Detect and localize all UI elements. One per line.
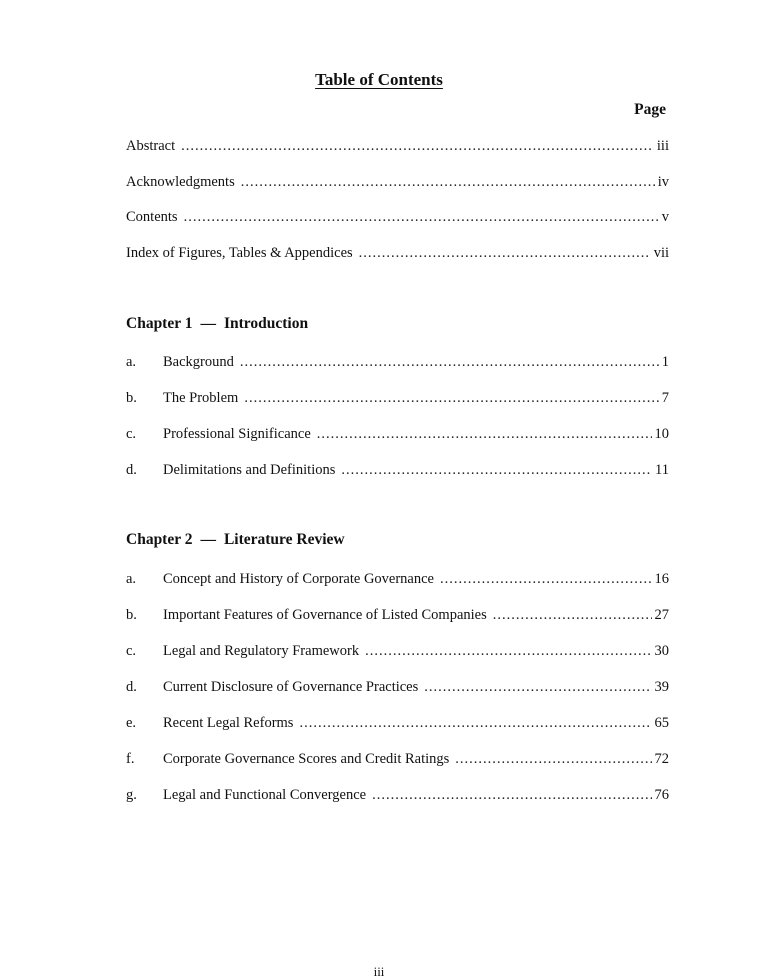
toc-entry-index[interactable] — [126, 244, 669, 262]
toc-entry[interactable] — [126, 570, 669, 588]
dot-leader — [372, 786, 651, 804]
dot-leader — [365, 642, 651, 660]
toc-entry[interactable] — [126, 425, 669, 443]
entry-letter: b. — [126, 607, 137, 623]
chapter-dash: — — [200, 315, 216, 332]
dot-leader — [240, 353, 659, 371]
dot-leader — [455, 750, 651, 768]
entry-letter: a. — [126, 354, 137, 370]
toc-entry[interactable] — [126, 461, 669, 479]
entry-label: Current Disclosure of Governance Practices — [163, 679, 419, 695]
entry-label: Legal and Functional Convergence — [163, 787, 367, 803]
dot-leader — [317, 425, 652, 443]
dot-leader — [299, 714, 651, 732]
entry-page-number: 39 — [654, 679, 669, 695]
entry-page-number: 1 — [661, 354, 669, 370]
entry-letter: b. — [126, 390, 137, 406]
entry-label: Abstract — [126, 138, 176, 154]
entry-page-number: 27 — [654, 607, 669, 623]
entry-letter: c. — [126, 426, 137, 442]
entry-letter: e. — [126, 715, 137, 731]
entry-page-number: iv — [657, 174, 669, 190]
chapter-dash: — — [200, 531, 216, 548]
entry-label: Legal and Regulatory Framework — [163, 643, 360, 659]
toc-entry[interactable] — [126, 750, 669, 768]
chapter-heading — [126, 531, 345, 549]
entry-label: Contents — [126, 209, 178, 225]
dot-leader — [440, 570, 652, 588]
entry-page-number: vii — [653, 245, 669, 261]
entry-page-number: 76 — [654, 787, 669, 803]
entry-label: Professional Significance — [163, 426, 311, 442]
entry-page-number: 30 — [654, 643, 669, 659]
entry-letter: a. — [126, 571, 137, 587]
toc-title: Table of Contents — [315, 70, 443, 89]
entry-label: Index of Figures, Tables & Appendices — [126, 245, 353, 261]
toc-entry[interactable] — [126, 606, 669, 624]
dot-leader — [184, 208, 659, 226]
footer-page-number: iii — [373, 964, 385, 979]
chapter-number: Chapter 2 — [126, 531, 193, 548]
dot-leader — [244, 389, 658, 407]
entry-page-number: 10 — [654, 426, 669, 442]
entry-page-number: 65 — [654, 715, 669, 731]
entry-label: The Problem — [163, 390, 239, 406]
entry-page-number: 7 — [661, 390, 669, 406]
entry-letter: c. — [126, 643, 137, 659]
entry-label: Concept and History of Corporate Governance — [163, 571, 434, 587]
page-column-header: Page — [634, 101, 666, 118]
toc-entry-acknowledgments[interactable] — [126, 173, 669, 191]
entry-letter: f. — [126, 751, 135, 767]
dot-leader — [241, 173, 655, 191]
dot-leader — [493, 606, 652, 624]
dot-leader — [341, 461, 652, 479]
entry-page-number: v — [661, 209, 669, 225]
toc-entry[interactable] — [126, 786, 669, 804]
entry-page-number: iii — [656, 138, 669, 154]
chapter-name: Introduction — [223, 315, 309, 332]
dot-leader — [424, 678, 651, 696]
toc-entry-abstract[interactable] — [126, 137, 669, 155]
toc-entry[interactable] — [126, 678, 669, 696]
toc-entry[interactable] — [126, 353, 669, 371]
entry-label: Delimitations and Definitions — [163, 462, 336, 478]
entry-letter: d. — [126, 679, 137, 695]
entry-page-number: 11 — [655, 462, 669, 478]
chapter-heading — [126, 315, 308, 333]
entry-label: Acknowledgments — [126, 174, 235, 190]
toc-entry-contents[interactable] — [126, 208, 669, 226]
entry-page-number: 72 — [654, 751, 669, 767]
dot-leader — [181, 137, 654, 155]
toc-entry[interactable] — [126, 642, 669, 660]
dot-leader — [359, 244, 651, 262]
chapter-number: Chapter 1 — [126, 315, 193, 332]
entry-letter: g. — [126, 787, 137, 803]
entry-letter: d. — [126, 462, 137, 478]
toc-entry[interactable] — [126, 389, 669, 407]
entry-label: Corporate Governance Scores and Credit Ratings — [163, 751, 450, 767]
entry-label: Recent Legal Reforms — [163, 715, 294, 731]
toc-entry[interactable] — [126, 714, 669, 732]
entry-page-number: 16 — [654, 571, 669, 587]
chapter-name: Literature Review — [223, 531, 345, 548]
entry-label: Background — [163, 354, 234, 370]
entry-label: Important Features of Governance of Listed Companies — [163, 607, 487, 623]
